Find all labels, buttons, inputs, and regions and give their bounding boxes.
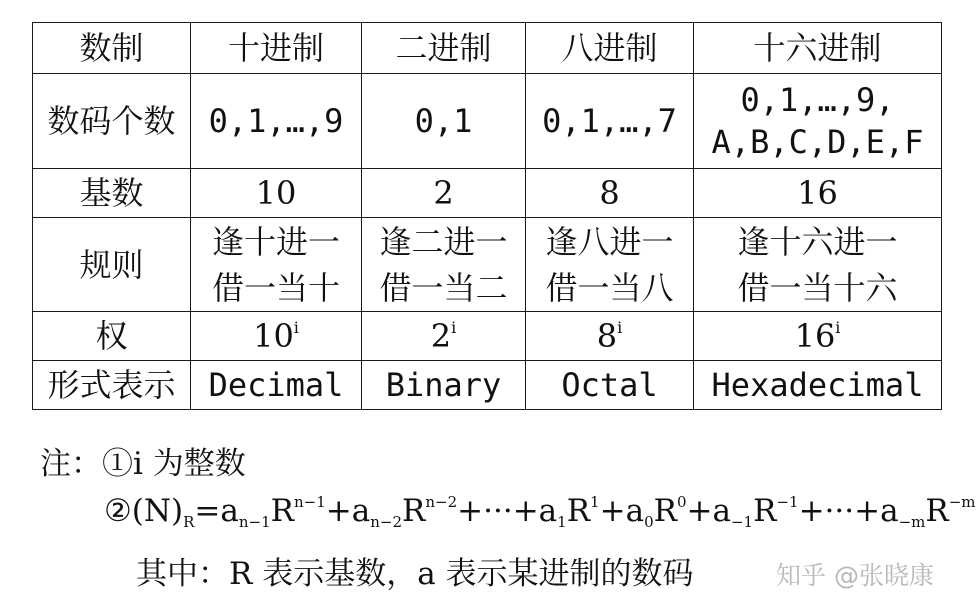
zhihu-watermark: 知乎 @张晓康 <box>776 561 934 590</box>
formula-sup: 1 <box>590 493 600 511</box>
note-expansion-formula <box>104 493 976 529</box>
formula-sup: −1 <box>776 493 799 511</box>
row-label-base: 基数 <box>33 169 191 218</box>
formula-term: +···+a <box>798 493 899 529</box>
formula-sub: −m <box>898 513 926 531</box>
cell-form-binary: Binary <box>362 361 526 410</box>
number-system-table <box>32 22 942 410</box>
formula-R: R <box>653 493 677 529</box>
weight-exponent: i <box>617 318 623 337</box>
row-label-rule: 规则 <box>33 218 191 312</box>
cell-rule-hex-line2: 借一当十六 <box>737 268 898 307</box>
header-cell-decimal: 十进制 <box>191 23 362 74</box>
cell-form-hex: Hexadecimal <box>694 361 942 410</box>
cell-form-decimal: Decimal <box>191 361 362 410</box>
table-row-base <box>33 169 942 218</box>
table-row-digits <box>33 74 942 169</box>
formula-R: R <box>925 493 949 529</box>
formula-R: R <box>566 493 591 529</box>
formula-sup: n−1 <box>294 493 326 511</box>
cell-rule-decimal-line1: 逢十进一 <box>211 222 340 261</box>
table-row-weight <box>33 312 942 361</box>
header-cell-hex: 十六进制 <box>694 23 942 74</box>
cell-rule-decimal-line2: 借一当十 <box>211 268 340 307</box>
cell-rule-binary <box>362 218 526 312</box>
cell-digits-hex-line1: 0,1,…,9, <box>740 81 895 119</box>
weight-exponent: i <box>451 318 457 337</box>
formula-sup: n−2 <box>425 493 458 511</box>
formula-term: +a <box>325 493 371 529</box>
cell-weight-octal <box>526 312 694 361</box>
formula-R: R <box>270 493 294 529</box>
row-label-weight: 权 <box>33 312 191 361</box>
cell-digits-hex <box>694 74 942 169</box>
cell-rule-binary-line1: 逢二进一 <box>379 222 508 261</box>
formula-term: +···+a <box>457 493 558 529</box>
formula-sub: 1 <box>557 513 567 531</box>
cell-rule-octal-line2: 借一当八 <box>545 268 674 307</box>
cell-weight-binary <box>362 312 526 361</box>
weight-base: 16 <box>794 317 836 355</box>
cell-base-octal: 8 <box>526 169 694 218</box>
weight-base: 8 <box>596 317 618 355</box>
formula-sup: 0 <box>676 493 687 511</box>
formula-sub: 0 <box>644 513 654 531</box>
cell-digits-octal: 0,1,…,7 <box>526 74 694 169</box>
weight-base: 10 <box>253 317 294 355</box>
formula-sub: n−2 <box>370 513 403 531</box>
cell-weight-decimal <box>191 312 362 361</box>
table-row-form <box>33 361 942 410</box>
cell-rule-hex <box>694 218 942 312</box>
formula-eq: =a <box>194 493 239 529</box>
weight-base: 2 <box>430 317 452 355</box>
formula-sup: −m <box>948 493 976 511</box>
cell-rule-binary-line2: 借一当二 <box>379 268 508 307</box>
cell-base-hex: 16 <box>694 169 942 218</box>
weight-exponent: i <box>293 318 299 337</box>
cell-base-binary: 2 <box>362 169 526 218</box>
row-label-form: 形式表示 <box>33 361 191 410</box>
cell-digits-binary: 0,1 <box>362 74 526 169</box>
weight-exponent: i <box>835 318 841 337</box>
cell-digits-hex-line2: A,B,C,D,E,F <box>711 123 924 161</box>
cell-form-octal: Octal <box>526 361 694 410</box>
formula-term: +a <box>599 493 645 529</box>
formula-term: +a <box>686 493 731 529</box>
formula-prefix: ②(N) <box>104 493 184 529</box>
header-cell-binary: 二进制 <box>362 23 526 74</box>
formula-sub: n−1 <box>238 513 271 531</box>
row-label-digits: 数码个数 <box>33 74 191 169</box>
cell-rule-hex-line1: 逢十六进一 <box>737 222 898 261</box>
cell-base-decimal: 10 <box>191 169 362 218</box>
cell-weight-hex <box>694 312 942 361</box>
note-integer: 注：①i 为整数 <box>40 446 246 482</box>
formula-R: R <box>753 493 777 529</box>
cell-rule-octal <box>526 218 694 312</box>
table-row-rule <box>33 218 942 312</box>
formula-sub: −1 <box>730 513 754 531</box>
header-cell-system: 数制 <box>33 23 191 74</box>
header-cell-octal: 八进制 <box>526 23 694 74</box>
table-header-row <box>33 23 942 74</box>
cell-rule-decimal <box>191 218 362 312</box>
note-definition: 其中：R 表示基数，a 表示某进制的数码 <box>136 556 694 592</box>
formula-R: R <box>402 493 426 529</box>
cell-digits-decimal: 0,1,…,9 <box>191 74 362 169</box>
formula-sub: R <box>183 513 195 531</box>
cell-rule-octal-line1: 逢八进一 <box>545 222 674 261</box>
